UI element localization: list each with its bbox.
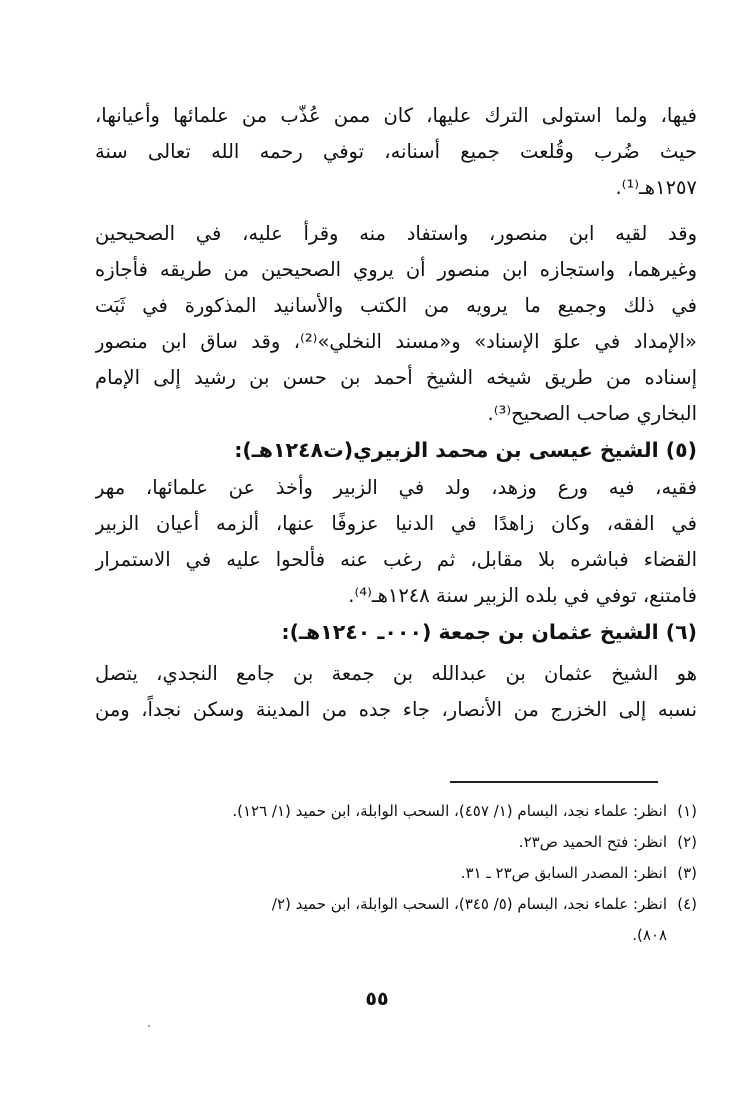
paragraph-line: في الفقه، وكان زاهدًا في الدنيا عزوفًا عنها، ألزمه أعيان الزبير bbox=[95, 512, 697, 535]
section-heading-5: (٥) الشيخ عيسى بن محمد الزبيري(ت١٢٤٨هـ): bbox=[234, 438, 697, 462]
footnote-4-continuation bbox=[95, 920, 697, 951]
footnote-separator bbox=[450, 781, 658, 783]
paragraph-line: ١٢٥٧هـ⁽¹⁾. bbox=[615, 176, 697, 199]
paragraph-line: فامتنع، توفي في بلده الزبير سنة ١٢٤٨هـ⁽⁴⁾. bbox=[348, 584, 697, 607]
footnote-text: انظر: علماء نجد، البسام (١/ ٤٥٧)، السحب الوابلة، ابن حميد (١/ ١٢٦). bbox=[232, 802, 667, 820]
footnote-2 bbox=[95, 827, 697, 858]
paragraph-line: فيها، ولما استولى الترك عليها، كان ممن عُذّب من علمائها وأعيانها، bbox=[95, 104, 697, 127]
footnote-text: ٨٠٨). bbox=[632, 926, 667, 944]
footnote-text: انظر: علماء نجد، البسام (٥/ ٣٤٥)، السحب الوابلة، ابن حميد (٢/ bbox=[271, 895, 667, 913]
paragraph-line: وغيرهما، واستجازه ابن منصور أن يروي الصحيحين من طريقه فأجازه bbox=[95, 258, 697, 281]
footnote-number: (٢) bbox=[677, 833, 697, 851]
footnote-number: (٣) bbox=[677, 864, 697, 882]
section-heading-6: (٦) الشيخ عثمان بن جمعة (٠٠٠ـ ١٢٤٠هـ): bbox=[281, 620, 697, 644]
paragraph-line: هو الشيخ عثمان بن عبدالله بن جمعة بن جامع النجدي، يتصل bbox=[95, 662, 697, 685]
paragraph-line: نسبه إلى الخزرج من الأنصار، جاء جده من المدينة وسكن نجداً، ومن bbox=[95, 698, 697, 721]
footnote-number: (٤) bbox=[677, 895, 697, 913]
footnote-text: انظر: المصدر السابق ص٢٣ ـ ٣١. bbox=[460, 864, 667, 882]
footnotes bbox=[95, 796, 697, 951]
footnote-1 bbox=[95, 796, 697, 827]
paragraph-line: حيث ضُرب وقُلعت جميع أسنانه، توفي رحمه الله تعالى سنة bbox=[95, 140, 697, 163]
paragraph-line: فقيه، فيه ورع وزهد، ولد في الزبير وأخذ عن علمائها، مهر bbox=[95, 476, 697, 499]
page-number: ٥٥ bbox=[365, 988, 389, 1010]
footnote-3 bbox=[95, 858, 697, 889]
paragraph-line: في ذلك وجميع ما يرويه من الكتب والأسانيد المذكورة في ثَبَت bbox=[95, 294, 697, 317]
paragraph-line: «الإمداد في علوَ الإسناد» و«مسند النخلي»⁽²⁾، وقد ساق ابن منصور bbox=[95, 330, 697, 353]
main-text bbox=[95, 98, 697, 728]
paragraph-line: البخاري صاحب الصحيح⁽³⁾. bbox=[487, 402, 697, 425]
paragraph-line: إسناده من طريق شيخه الشيخ أحمد بن حسن بن رشيد إلى الإمام bbox=[95, 366, 697, 389]
paragraph-line: القضاء فباشره بلا مقابل، ثم رغب عنه فألحوا عليه في الاستمرار bbox=[95, 548, 697, 571]
scan-speck bbox=[148, 1025, 150, 1027]
paragraph-line: وقد لقيه ابن منصور، واستفاد منه وقرأ عليه، في الصحيحين bbox=[95, 222, 697, 245]
footnote-4 bbox=[95, 889, 697, 920]
footnote-number: (١) bbox=[677, 802, 697, 820]
footnote-text: انظر: فتح الحميد ص٢٣. bbox=[518, 833, 667, 851]
